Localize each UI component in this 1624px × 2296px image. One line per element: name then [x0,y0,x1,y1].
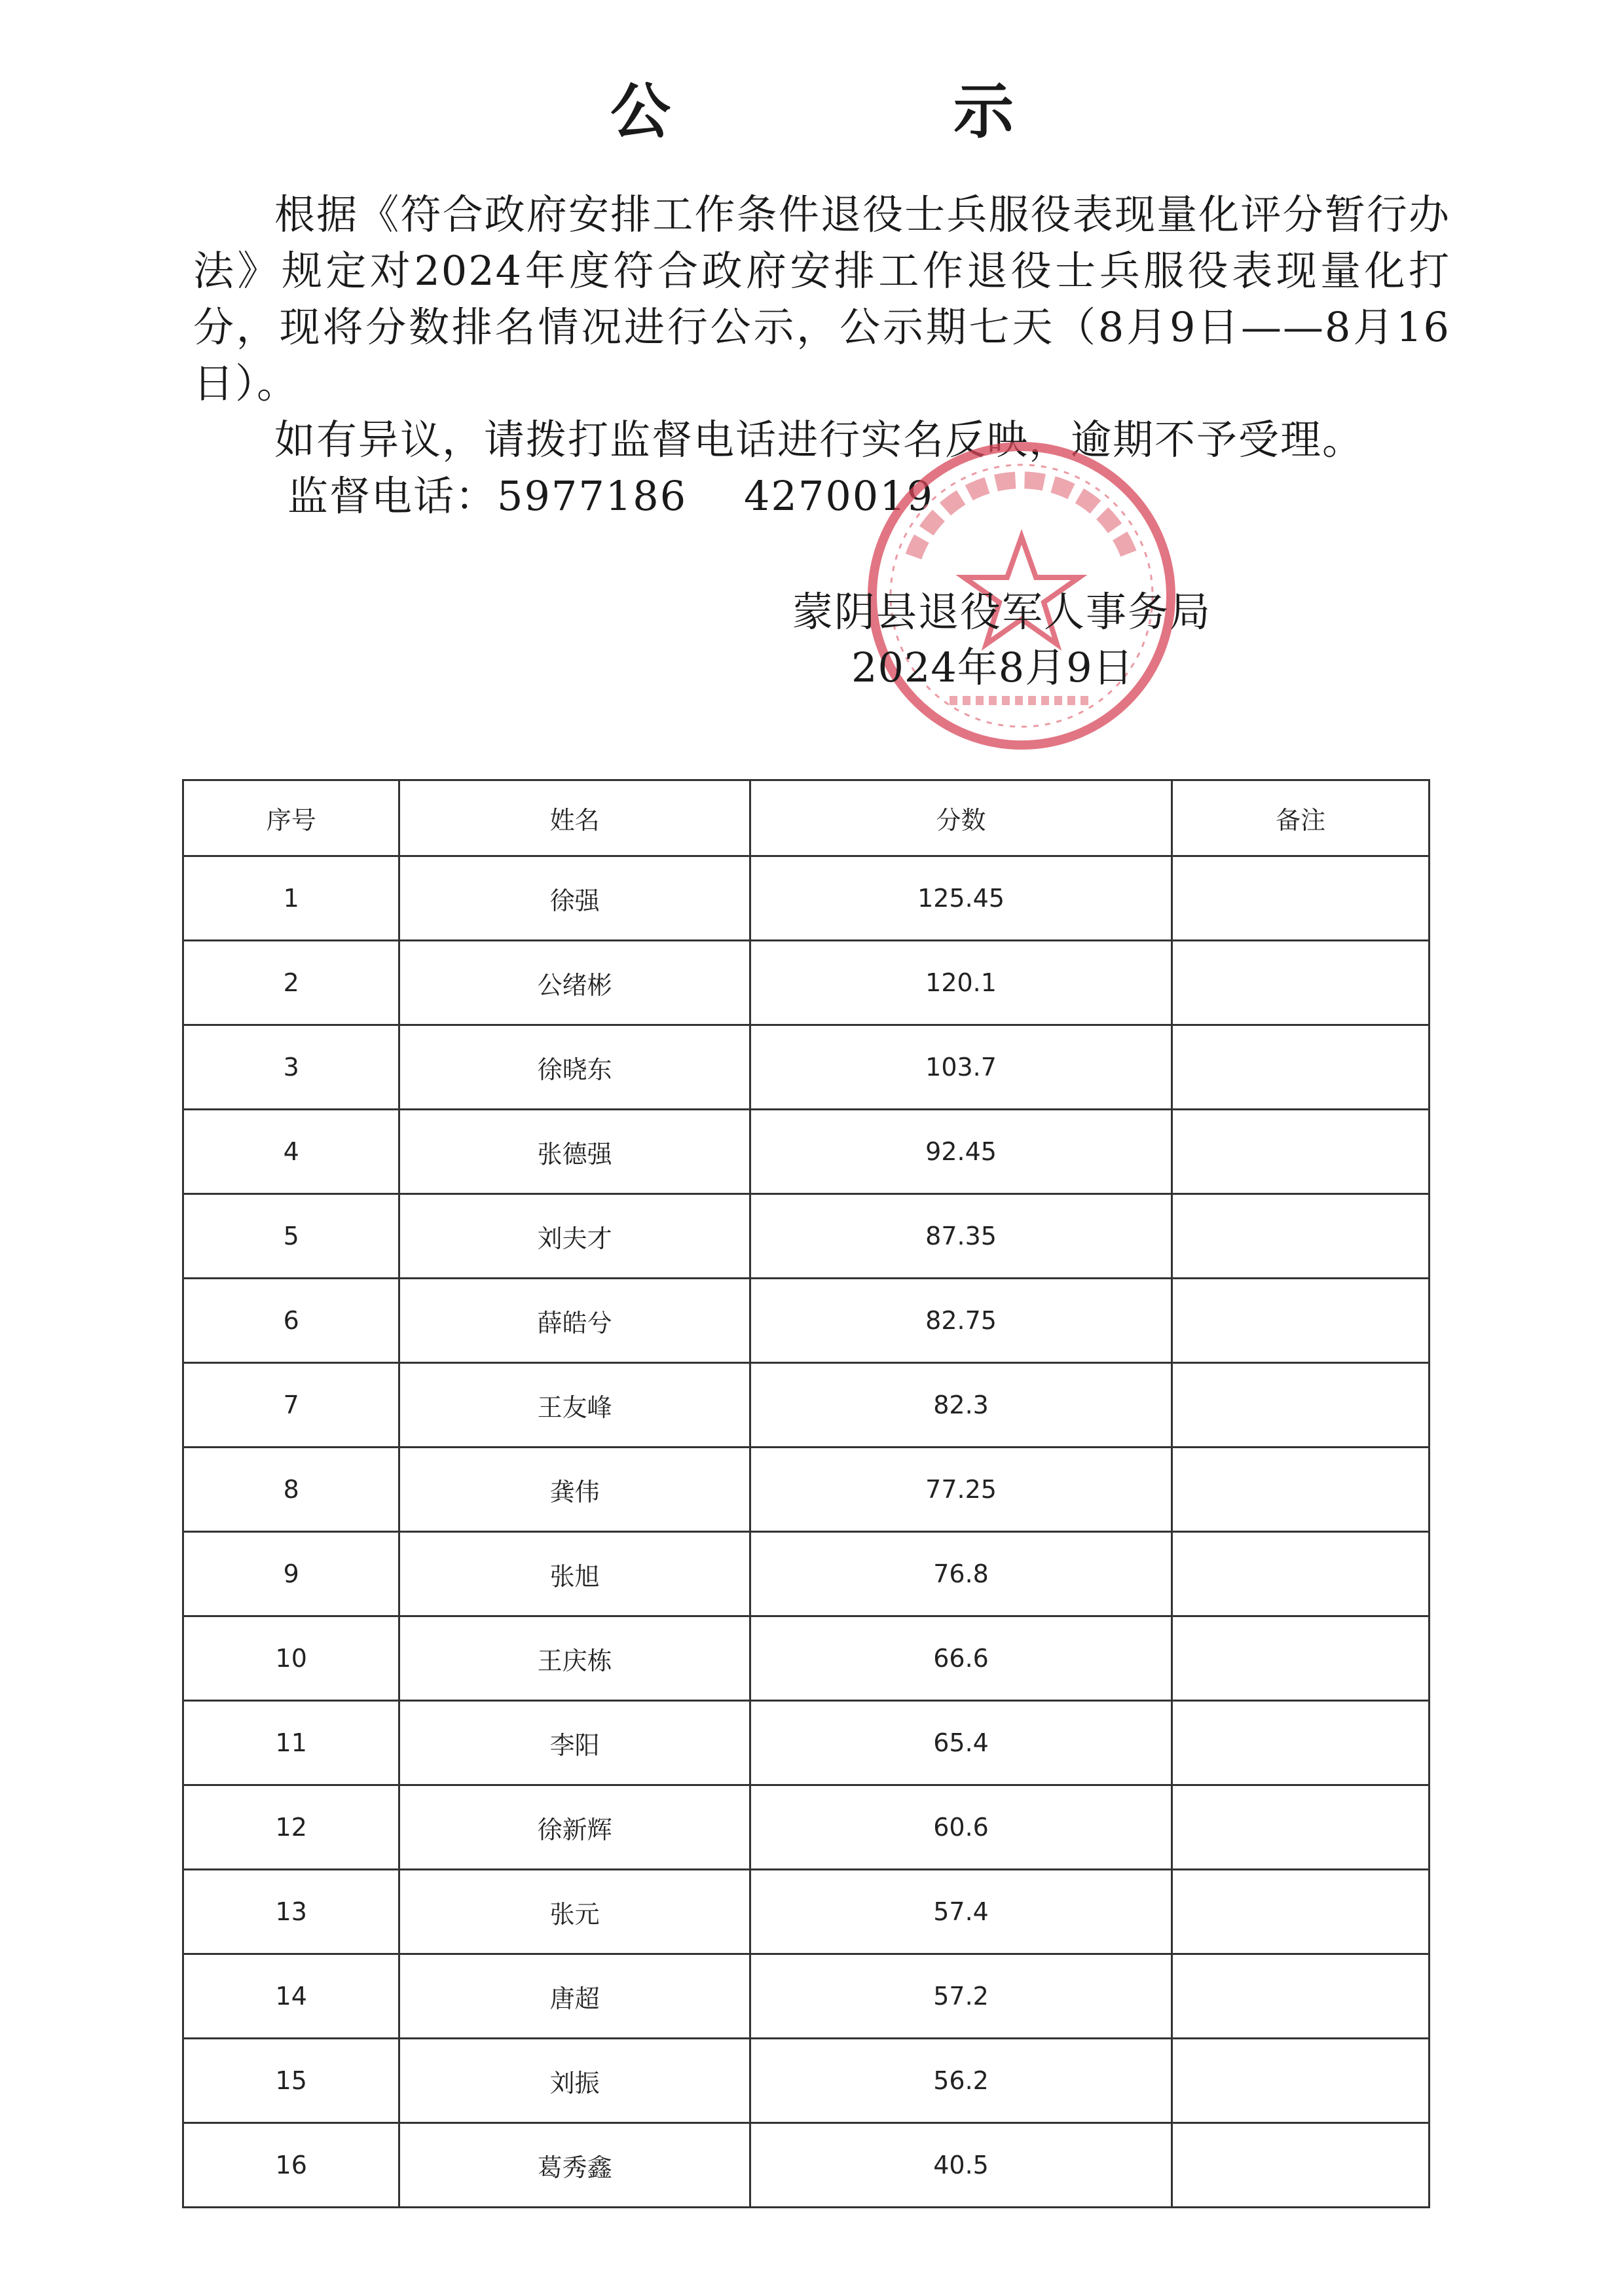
cell-note [1172,2039,1430,2123]
issuing-organization: 蒙阴县退役军人事务局 [792,588,1212,636]
table-row [183,1279,1430,1363]
cell-serial: 12 [183,1785,399,1870]
table-row [183,1701,1430,1785]
notice-paragraph-1: 根据《符合政府安排工作条件退役士兵服役表现量化评分暂行办法》规定对2024年度符合政府安排工作退役士兵服役表现量化打分，现将分数排名情况进行公示，公示期七天（8月9日——8月16日）。 [193,191,1450,407]
table-row [183,856,1430,941]
cell-serial: 8 [183,1448,399,1532]
table-row [183,1954,1430,2039]
cell-score: 82.3 [750,1363,1172,1448]
table-row [183,1785,1430,1870]
cell-score: 40.5 [750,2123,1172,2208]
cell-serial: 9 [183,1532,399,1616]
cell-serial: 6 [183,1279,399,1363]
cell-serial: 4 [183,1110,399,1194]
cell-serial: 3 [183,1025,399,1110]
table-row [183,1194,1430,1279]
cell-name: 刘振 [399,2039,750,2123]
cell-serial: 1 [183,856,399,941]
table-row [183,1870,1430,1954]
cell-name: 张德强 [399,1110,750,1194]
cell-score: 82.75 [750,1279,1172,1363]
cell-serial: 14 [183,1954,399,2039]
cell-score: 65.4 [750,1701,1172,1785]
cell-name: 葛秀鑫 [399,2123,750,2208]
header-serial: 序号 [183,780,399,856]
cell-name: 徐新辉 [399,1785,750,1870]
table-row [183,941,1430,1025]
cell-note [1172,941,1430,1025]
cell-score: 57.2 [750,1954,1172,2039]
header-note: 备注 [1172,780,1430,856]
cell-note [1172,1363,1430,1448]
hotline-label: 监督电话： [287,472,498,520]
cell-score: 66.6 [750,1616,1172,1701]
cell-note [1172,1110,1430,1194]
table-row [183,1363,1430,1448]
table-row [183,1532,1430,1616]
cell-name: 徐晓东 [399,1025,750,1110]
cell-score: 76.8 [750,1532,1172,1616]
cell-score: 60.6 [750,1785,1172,1870]
cell-name: 唐超 [399,1954,750,2039]
cell-note [1172,856,1430,941]
cell-name: 龚伟 [399,1448,750,1532]
cell-serial: 15 [183,2039,399,2123]
cell-serial: 2 [183,941,399,1025]
notice-body [193,187,1450,524]
header-score: 分数 [750,780,1172,856]
cell-score: 56.2 [750,2039,1172,2123]
table-row [183,1616,1430,1701]
cell-serial: 10 [183,1616,399,1701]
cell-name: 张元 [399,1870,750,1954]
table-header-row [183,780,1430,856]
notice-paragraph-2: 如有异议，请拨打监督电话进行实名反映，逾期不予受理。 [274,416,1365,464]
cell-name: 李阳 [399,1701,750,1785]
cell-note [1172,1616,1430,1701]
table-row [183,1448,1430,1532]
cell-note [1172,1279,1430,1363]
cell-note [1172,1954,1430,2039]
cell-serial: 11 [183,1701,399,1785]
hotline-number-2: 4270019 [743,472,934,520]
cell-score: 125.45 [750,856,1172,941]
table-row [183,2039,1430,2123]
cell-name: 徐强 [399,856,750,941]
cell-note [1172,1025,1430,1110]
cell-note [1172,1532,1430,1616]
table-row [183,1025,1430,1110]
table-row [183,1110,1430,1194]
cell-serial: 16 [183,2123,399,2208]
cell-name: 薛皓兮 [399,1279,750,1363]
cell-name: 王友峰 [399,1363,750,1448]
cell-serial: 7 [183,1363,399,1448]
cell-score: 57.4 [750,1870,1172,1954]
cell-score: 103.7 [750,1025,1172,1110]
cell-score: 120.1 [750,941,1172,1025]
hotline-number-1: 5977186 [497,472,688,520]
table-row [183,2123,1430,2208]
cell-name: 王庆栋 [399,1616,750,1701]
cell-name: 公绪彬 [399,941,750,1025]
cell-serial: 5 [183,1194,399,1279]
cell-serial: 13 [183,1870,399,1954]
cell-note [1172,2123,1430,2208]
cell-name: 刘夫才 [399,1194,750,1279]
cell-note [1172,1785,1430,1870]
cell-name: 张旭 [399,1532,750,1616]
issue-date: 2024年8月9日 [851,644,1134,691]
page-title: 公 示 [610,76,1145,147]
cell-score: 87.35 [750,1194,1172,1279]
hotline-line [193,468,1450,524]
score-table [182,779,1430,2208]
cell-score: 92.45 [750,1110,1172,1194]
cell-note [1172,1701,1430,1785]
cell-note [1172,1194,1430,1279]
cell-score: 77.25 [750,1448,1172,1532]
cell-note [1172,1870,1430,1954]
header-name: 姓名 [399,780,750,856]
cell-note [1172,1448,1430,1532]
